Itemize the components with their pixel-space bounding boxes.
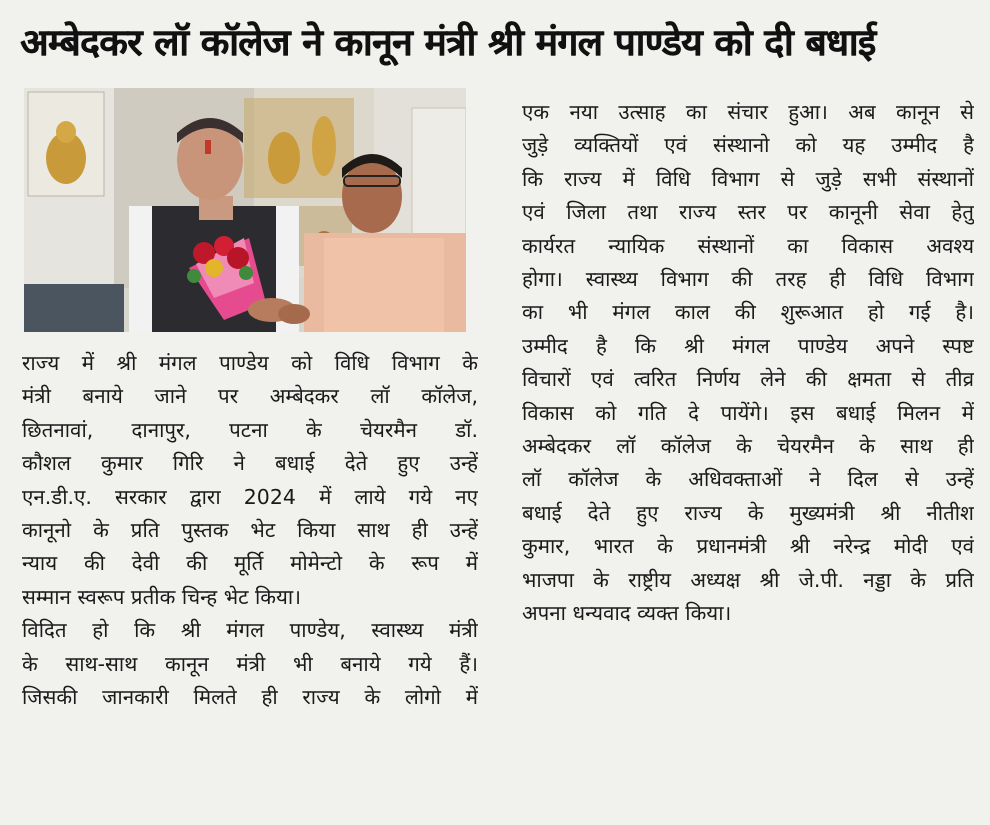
text-line: छितनावां, दानापुर, पटना के चेयरमैन डॉ. (22, 417, 478, 442)
text-line: अपना धन्यवाद व्यक्त किया। (522, 601, 732, 626)
text-line: सम्मान स्वरूप प्रतीक चिन्ह भेट किया। (22, 584, 301, 609)
text-line: उम्मीद है कि श्री मंगल पाण्डेय अपने स्पष्ट (522, 333, 974, 358)
text-line: राज्य में श्री मंगल पाण्डेय को विधि विभाग के (22, 351, 478, 375)
text-line: कौशल कुमार गिरि ने बधाई देते हुए उन्हें (22, 451, 478, 476)
text-line: के साथ-साथ कानून मंत्री भी बनाये गये हैं। (22, 651, 478, 676)
text-line: विचारों एवं त्वरित निर्णय लेने की क्षमता से तीव्र (522, 367, 974, 392)
text-line: जिसकी जानकारी मिलते ही राज्य के लोगो में (22, 685, 478, 710)
text-line: मंत्री बनाये जाने पर अम्बेदकर लॉ कॉलेज, (22, 384, 478, 409)
text-line: एन.डी.ए. सरकार द्वारा 2024 में लाये गये नए (22, 484, 478, 509)
text-line: विदित हो कि श्री मंगल पाण्डेय, स्वास्थ्य मंत्री (22, 618, 478, 643)
right-column-text (522, 96, 974, 631)
text-line: कार्यरत न्यायिक संस्थानों का विकास अवश्य (522, 233, 974, 258)
text-line: का भी मंगल काल की शुरूआत हो गई है। (522, 300, 974, 325)
text-line: बधाई देते हुए राज्य के मुख्यमंत्री श्री नीतीश (522, 500, 974, 525)
left-column-text (22, 347, 478, 714)
news-photo (24, 88, 466, 332)
text-line: विकास को गति दे पायेंगे। इस बधाई मिलन में (522, 400, 974, 425)
headline: अम्बेदकर लॉ कॉलेज ने कानून मंत्री श्री मंगल पाण्डेय को दी बधाई (20, 21, 876, 64)
text-line: कुमार, भारत के प्रधानमंत्री श्री नरेन्द्र मोदी एवं (522, 534, 974, 559)
text-line: अम्बेदकर लॉ कॉलेज के चेयरमैन के साथ ही (522, 434, 974, 459)
photo-illustration (24, 88, 466, 332)
text-line: न्याय की देवी की मूर्ति मोमेन्टो के रूप में (22, 551, 478, 576)
text-line: जुड़े व्यक्तियों एवं संस्थानो को यह उम्मीद है (522, 133, 974, 158)
text-line: कानूनो के प्रति पुस्तक भेट किया साथ ही उन्हें (22, 518, 478, 543)
text-line: लॉ कॉलेज के अधिवक्ताओं ने दिल से उन्हें (522, 467, 974, 492)
text-line: होगा। स्वास्थ्य विभाग की तरह ही विधि विभाग (522, 267, 974, 292)
text-line: एवं जिला तथा राज्य स्तर पर कानूनी सेवा हेतु (522, 200, 974, 225)
text-line: कि राज्य में विधि विभाग से जुड़े सभी संस्थानों (522, 166, 974, 191)
text-line: भाजपा के राष्ट्रीय अध्यक्ष श्री जे.पी. नड्डा के प्रति (522, 567, 974, 592)
text-line: एक नया उत्साह का संचार हुआ। अब कानून से (522, 100, 974, 124)
